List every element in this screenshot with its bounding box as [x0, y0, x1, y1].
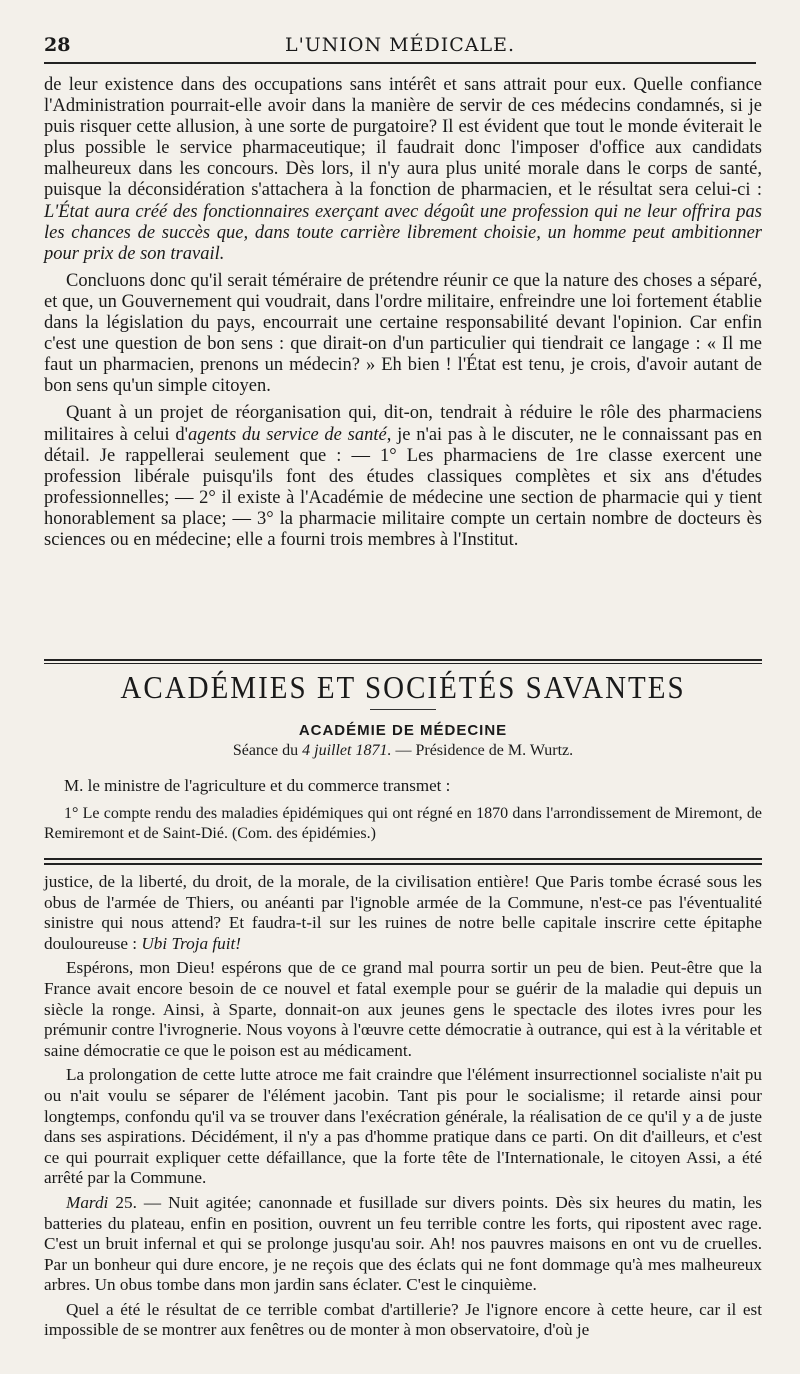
academy-title: ACADÉMIE DE MÉDECINE: [298, 722, 508, 739]
header-rule: [44, 62, 756, 64]
paragraph-1-italic: L'État aura créé des fonctionnaires exerçant avec dégoût une profession qui ne leur offrira pas les chances de succès que, dans toute carrière librement choisie, un homme peut ambitionner pour prix de son travail.: [44, 201, 762, 264]
feuilleton-paragraph-2: Espérons, mon Dieu! espérons que de ce grand mal pourra sortir un peu de bien. Peut-être que la France avait encore besoin de ce nouvel et fatal exemple pour se guérir de la maladie qui depuis un siècle la ronge. Ainsi, à Sparte, donnait-on aux jeunes gens le spectacle des ilotes ivres pour les prémunir contre l'ivrognerie. Nous voyons à l'œuvre cette démocratie à outrance, qui est à la véritable et saine démocratie ce que le poison est au médicament.: [44, 958, 762, 1060]
feuilleton-separator-2: [44, 863, 762, 865]
feuilleton-paragraph-1-text: justice, de la liberté, du droit, de la morale, de la civilisation entière! Que Paris tombe écrasé sous les obus de l'armée de Thiers, ou anéanti par l'ignoble armée de la Commune, n'est-ce pas l'éventualité sinistre qui nous attend? Et faudra-t-il sur les ruines de notre belle capitale inscrire cette épitaphe douloureuse :: [44, 872, 762, 953]
section-title-underline: [370, 709, 436, 710]
paragraph-1: [44, 75, 762, 265]
feuilleton-paragraph-1-italic: Ubi Troja fuit!: [141, 933, 242, 953]
feuilleton-date: Mardi: [66, 1192, 109, 1212]
page-number: 28: [44, 34, 71, 56]
report-text: 1° Le compte rendu des maladies épidémiques qui ont régné en 1870 dans l'arrondissement de Miremont, de Remiremont et de Saint-Dié. (Com. des épidémies.): [44, 805, 762, 842]
report-item: [44, 804, 762, 843]
feuilleton-separator: [44, 858, 762, 860]
seance-president: — Présidence de M. Wurtz.: [391, 742, 574, 759]
feuilleton-paragraph-4-text: 25. — Nuit agitée; canonnade et fusillade sur divers points. Dès six heures du matin, les batteries du plateau, enfin en position, ouvrent un feu terrible contre les forts, qui ripostent avec rage. C'est un bruit infernal et qui se prolonge jusqu'au soir. Ah! nos pauvres maisons en ont vu de cruelles. Par un bonheur qui dure encore, je ne reçois que des éclats qui ne font dommage qu'à mes malheureux arbres. Un obus tombe dans mon jardin sans éclater. C'est le cinquième.: [44, 1192, 762, 1295]
paragraph-2: Concluons donc qu'il serait téméraire de prétendre réunir ce que la nature des choses a séparé, et que, un Gouvernement qui voudrait, dans l'ordre militaire, enfreindre une loi fortement établie dans la législation du pays, encourrait une certaine responsabilité devant l'opinion. Car enfin c'est une question de bon sens : que dirait-on d'un particulier qui tiendrait ce langage : « Il me faut un pharmacien, prenons un médecin? » Eh bien ! l'État est tenu, je crois, d'avoir autant de bon sens qu'un simple citoyen.: [44, 270, 762, 397]
running-title: L'UNION MÉDICALE.: [284, 34, 516, 56]
section-rule-thin: [44, 663, 762, 664]
paragraph-3-text-b: , je n'ai pas à le discuter, ne le connaissant pas en détail. Je rappellerai seulement que : — 1° Les pharmaciens de 1re classe exercent une profession libérale puisqu'ils font des études classiques complètes et six ans d'études professionnelles; — 2° il existe à l'Académie de médecine une section de pharmacie qui y tient honorablement sa place; — 3° la pharmacie militaire compte un certain nombre de docteurs ès sciences ou en médecine; elle a fourni trois membres à l'Institut.: [44, 424, 763, 550]
article-top: [44, 75, 762, 551]
paragraph-1-text: de leur existence dans des occupations sans intérêt et sans attrait pour eux. Quelle confiance l'Administration pourrait-elle avoir dans la manière de servir de ces médecins condamnés, si je puis risquer cette allusion, à une sorte de purgatoire? Il est évident que tout le monde éviterait le plus possible le service pharmaceutique; il faudrait donc l'imposer d'office aux candidats malheureux dans les concours. Dès lors, il n'y aura plus unité morale dans le corps de santé, puisque la déconsidération s'attachera à la fonction de pharmacien, et le résultat sera celui-ci :: [44, 75, 762, 201]
section-rule: [44, 659, 762, 661]
paragraph-3-italic: agents du service de santé: [187, 424, 387, 445]
seance-date: 4 juillet 1871.: [302, 742, 392, 759]
paragraph-3-text-a: Quant à un projet de réorganisation qui, dit-on, tendrait à réduire le rôle des pharmaciens militaires à celui d': [44, 403, 762, 445]
feuilleton-text: [44, 872, 762, 1341]
feuilleton-paragraph-1: [44, 872, 762, 954]
seance-prefix: Séance du: [232, 742, 303, 759]
feuilleton-paragraph-3: La prolongation de cette lutte atroce me fait craindre que l'élément insurrectionnel socialiste n'ait pu ou n'ait voulu se séparer de l'élément jacobin. Tant pis pour le socialisme; il retarde ainsi pour longtemps, confondu qu'il va se trouver dans l'exécration générale, la réalisation de ce qu'il y a de juste dans ses aspirations. Décidément, il n'y a pas d'homme pratique dans ce parti. On dit d'ailleurs, et c'est ce qui pourrait expliquer cette défaillance, que la forte tête de l'Internationale, le citoyen Assi, a été arrêté par la Commune.: [44, 1065, 762, 1188]
seance-line: [44, 742, 762, 760]
section-title: ACADÉMIES ET SOCIÉTÉS SAVANTES: [120, 670, 686, 706]
page-header: [44, 32, 756, 60]
feuilleton-paragraph-5: Quel a été le résultat de ce terrible combat d'artillerie? Je l'ignore encore à cette heure, car il est impossible de se montrer aux fenêtres ou de monter à mon observatoire, d'où je: [44, 1299, 762, 1340]
feuilleton-paragraph-4: [44, 1193, 762, 1296]
minister-line: [44, 776, 762, 796]
paragraph-3: [44, 403, 762, 551]
minister-text: M. le ministre de l'agriculture et du commerce transmet :: [64, 776, 451, 795]
